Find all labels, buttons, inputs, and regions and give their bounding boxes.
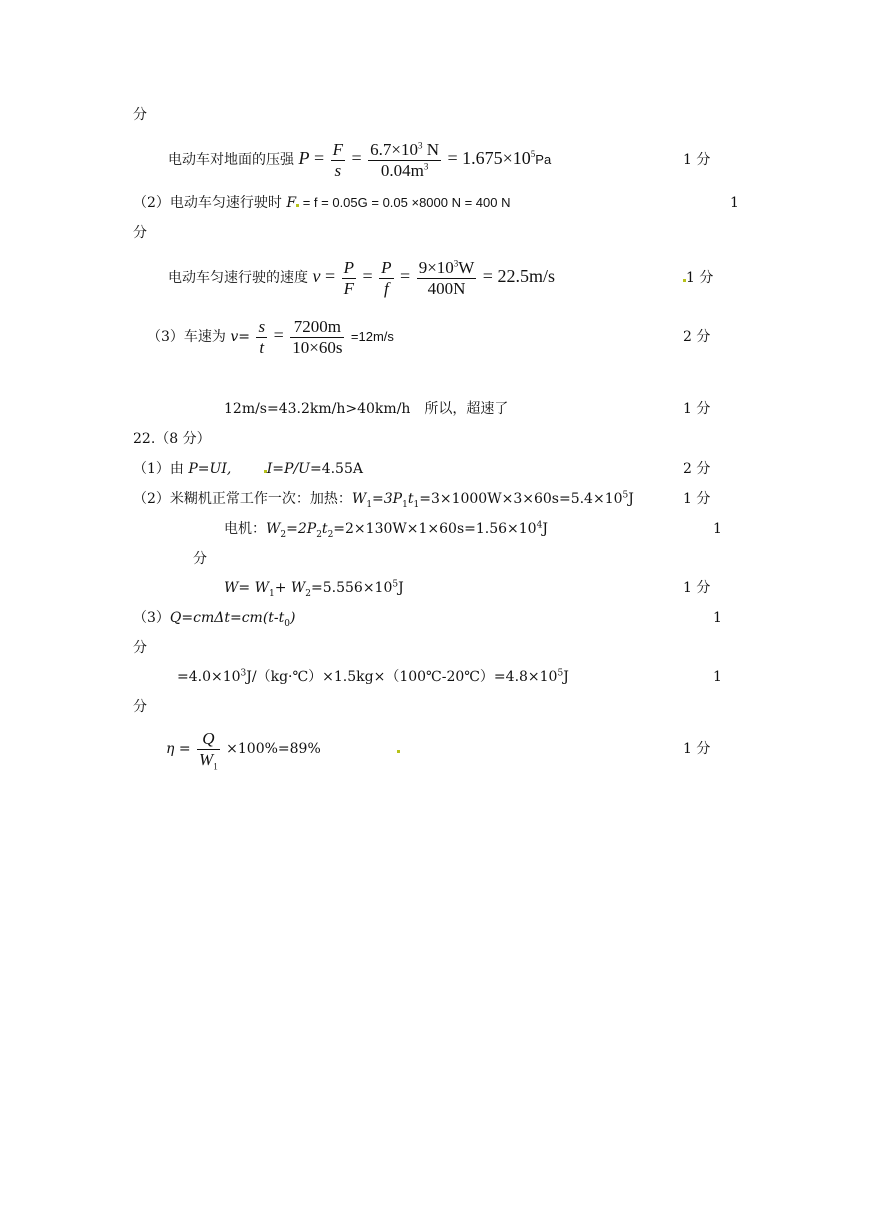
score-continuation: 分 (133, 107, 147, 123)
score-continuation: 分 (133, 699, 147, 715)
fraction-Q-over-W1: $\frac{Q}{W_1}$ (199, 728, 218, 771)
fraction-s-over-t: $\frac{s}{t}$ (258, 316, 266, 357)
car-speed-line: （3）车速为 v= $\frac{s}{t}$ = $\frac{7200m}{10\times 60s}$ =12m/s (147, 316, 394, 357)
score-line4: 2 分 (683, 329, 711, 345)
score-continuation: 分 (133, 640, 147, 656)
motor-energy-line: 电机：$W_2=2P_2t_2=2\times 130W\times 1\times 60s=1.56\times 10^4J$ (224, 520, 548, 540)
fraction-force-over-area: $\frac{6.7\times 10^3 N}{0.04m^3}$ (370, 139, 440, 180)
score-continuation: 分 (193, 551, 207, 567)
total-energy-line: $W= W_1+ W_2=5.556\times 10^5J$ (224, 579, 404, 599)
question-22-title: 22.（8 分） (133, 431, 211, 447)
score-line13: 1 分 (683, 741, 711, 757)
score-line11: 1 (713, 610, 722, 626)
score-line1: 1 分 (683, 152, 711, 168)
score-line8: 1 分 (683, 491, 711, 507)
symbol-P: P (298, 148, 310, 168)
score-line12: 1 (713, 669, 722, 685)
speeding-conclusion: 12m/s=43.2km/h>40km/h 所以，超速了 (224, 401, 509, 417)
score-line9: 1 (713, 521, 722, 537)
fraction-power-over-force: $\frac{9\times 10^3W}{400N}$ (418, 257, 475, 298)
fraction-P-over-f: $\frac{P}{f}$ (381, 257, 392, 298)
heat-formula-line: $(3)Q=cm\Delta t=cm(t-t_0)$ (133, 610, 296, 629)
heating-energy-line: （2）米糊机正常工作一次：加热：$W_1=3P_1t_1=3\times 1000W\times 3\times 60s=5.4\times 10^5J$ (133, 490, 634, 510)
score-line7: 2 分 (683, 461, 711, 477)
current-line: （1）由 P=UI, I=P/U=4.55A (133, 461, 363, 477)
efficiency-line: η = $\frac{Q}{W_1}$ ×100%=89% (166, 727, 400, 771)
score-line3: 1 分 (683, 269, 713, 287)
pressure-label: 电动车对地面的压强 (168, 152, 294, 168)
fraction-P-over-F: $\frac{P}{F}$ (343, 257, 354, 298)
speed-formula-line: 电动车匀速行驶的速度 v = $\frac{P}{F}$ = $\frac{P}{f}$ = $\frac{9\times 10^3W}{400N}$ = 22.5m/s (168, 257, 555, 298)
mark-dot (397, 750, 400, 753)
score-continuation: 分 (133, 225, 147, 241)
score-line10: 1 分 (683, 580, 711, 596)
score-line2: 1 (730, 195, 739, 211)
uniform-motion-line: （2）电动车匀速行驶时 F = f = 0.05G = 0.05 ×8000 N = 400 N (133, 195, 511, 211)
fraction-F-over-s: $\frac{F}{s}$ (332, 139, 343, 180)
fraction-distance-over-time: $\frac{7200m}{10\times 60s}$ (292, 316, 343, 357)
heat-calculation-line: $=4.0\times 10^3J/(kg\cdot℃)\times 1.5kg\times(100℃-20℃)=4.8\times 10^5J$ (177, 668, 569, 685)
pressure-result: = $1.675\times 10^5$ (447, 148, 536, 168)
score-line5: 1 分 (683, 401, 711, 417)
pressure-formula-line: 电动车对地面的压强 P = $\frac{F}{s}$ = $\frac{6.7\times 10^3 N}{0.04m^3}$ = $1.675\times 10^5Pa$ (168, 139, 552, 180)
